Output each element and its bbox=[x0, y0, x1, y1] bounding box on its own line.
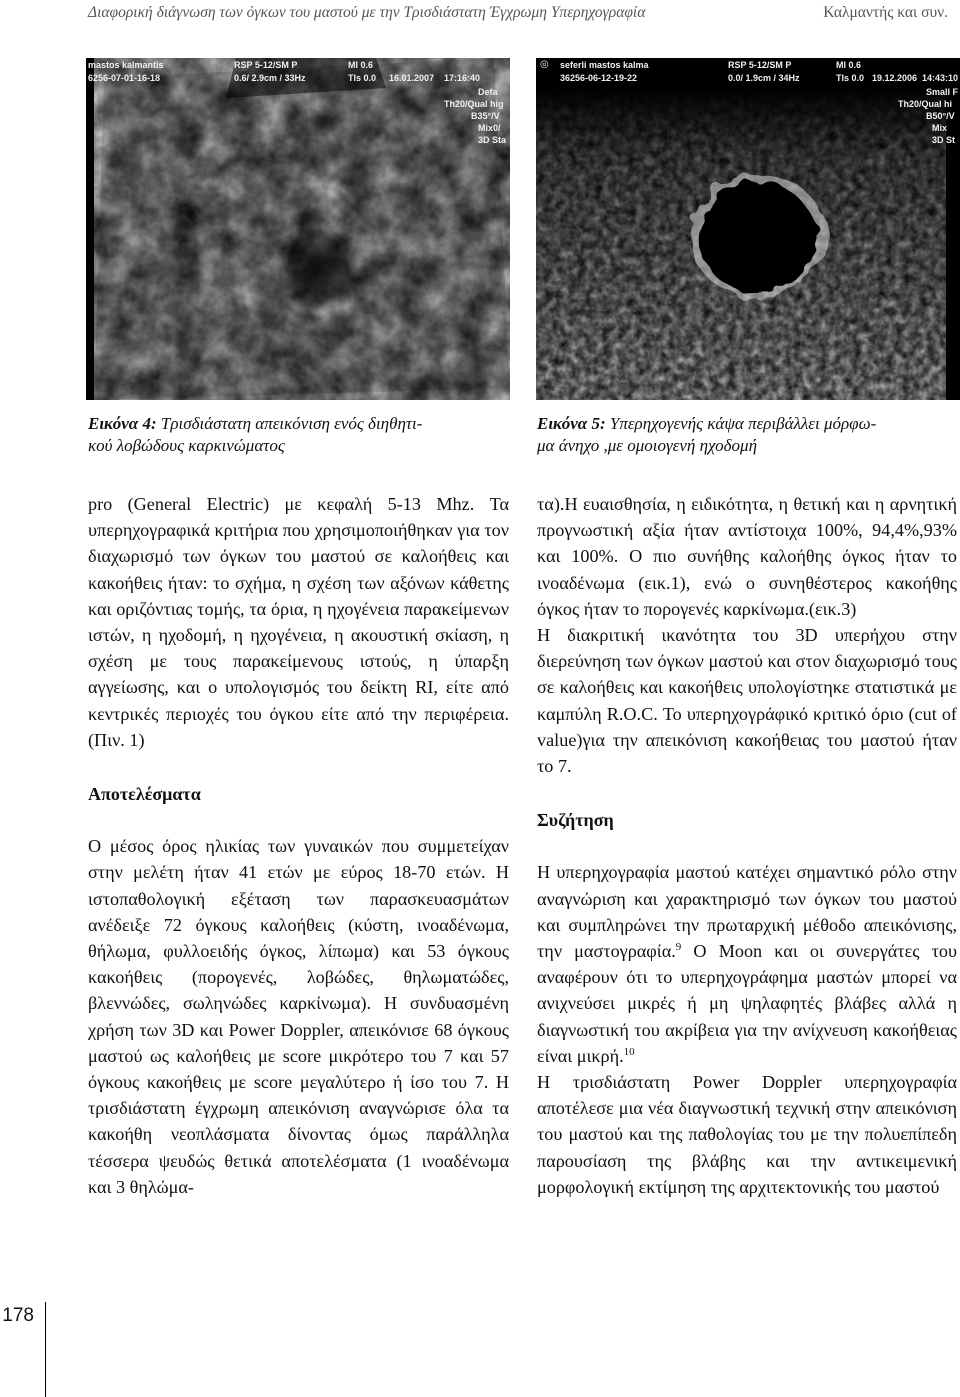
section-heading-results: Αποτελέσματα bbox=[88, 784, 201, 805]
patient-name: mastos kalmantis bbox=[88, 60, 164, 70]
tis-value: TIs 0.0 bbox=[836, 73, 865, 83]
discussion-paragraph bbox=[537, 859, 957, 1069]
results-continued-paragraph: τα).Η ευαισθησία, η ειδικότητα, η θετική και η αρνητική προγνωστική αξία ήταν αντίστοιχα 100%, 94,4%,93% και 100%. Ο πιο συνήθης καλοήθης όγκος ήταν το ινοαδένωμα (εικ.1), ενώ ο συνηθέστερος κακοήθης όγκος ήταν το πορογενές καρκίνωμα.(εικ.3) bbox=[537, 494, 957, 619]
mi-value: MI 0.6 bbox=[836, 60, 862, 70]
tis-value: TIs 0.0 bbox=[348, 73, 377, 83]
quality-label: Th20/Qual hi bbox=[898, 99, 953, 109]
mode-label: 3D St bbox=[932, 135, 956, 145]
left-text-column bbox=[88, 491, 509, 1200]
figure-4-caption bbox=[88, 413, 513, 457]
methods-paragraph: pro (General Electric) με κεφαλή 5-13 Mhz. Τα υπερηχογραφικά κριτήρια που χρησιμοποιήθηκαν για τον διαχωρισμό των όγκων του μαστού σε καλοήθεις και κακοήθεις ήταν: το σχήμα, η σχέση των αξόνων κάθετης και οριζόντιας τομής, τα όρια, η ηχογένεια παρακείμενων ιστών, η ηχοδομή, η ηχογένεια, η ακουστική σκίαση, η σχέση με τους παρακείμενους ιστούς, η ύπαρξη αγγείωσης, και ο υπολογισμός του δείκτη RI, είτε από κεντρικές περιοχές του όγκου είτε από την περιφέρεια.(Πιν. 1) bbox=[88, 494, 509, 750]
figure-5-caption-label: Εικόνα 5: bbox=[537, 414, 606, 433]
ge-logo-icon: ◎ bbox=[540, 59, 549, 70]
scan-date: 16.01.2007 bbox=[389, 73, 435, 83]
discussion-text-a: Η υπερηχογραφία μαστού κατέχει σημαντικό ρόλο στην αναγνώριση και χαρακτηρισμό των όγκων του μαστού και συμπληρώνει την πρωταρχική μέθοδο απεικόνισης, την μαστογραφία. bbox=[537, 862, 957, 962]
anechoic-lesion bbox=[700, 182, 816, 294]
figure-4-ultrasound-image bbox=[86, 58, 510, 400]
figure-4-caption-label: Εικόνα 4: bbox=[88, 414, 157, 433]
results-paragraph: Ο μέσος όρος ηλικίας των γυναικών που συμμετείχαν στην μελέτη ήταν 41 ετών με εύρος 18-70 ετών. Η ιστοπαθολογική εξέταση των παρασκευασμάτων ανέδειξε 72 όγκους καλοήθεις (κύστη, ινοαδένωμα, θήλωμα, φυλλοειδής όγκος, λίπωμα) και 53 όγκους κακοήθεις (πορογενές, λοβώδες, θηλωματώδες, βλεννώδες, σωληνώδες καρκίνωμα). Η συνδυασμένη χρήση των 3D και Power Doppler, απεικόνισε 68 όγκους μαστού ως καλοήθεις με score μικρότερο του 7 και 57 όγκους κακοήθεις με score μεγαλύτερο ή ίσο του 7. Η τρισδιάστατη έγχρωμη απεικόνιση αναγνώρισε όλα τα κακοήθη νεοπλάσματα δίνοντας όμως παράλληλα τέσσερα ψευδώς θετικά αποτελέσματα (1 ινοαδένωμα και 3 θηλώμα- bbox=[88, 836, 509, 1197]
scan-time: 17:16:40 bbox=[444, 73, 481, 83]
footer-divider bbox=[45, 1302, 46, 1397]
preset-label: Defa bbox=[478, 87, 498, 97]
figure-5-caption-line1: Υπερηχογενής κάψα περιβάλλει μόρφω- bbox=[605, 414, 877, 433]
probe-label: RSP 5-12/SM P bbox=[234, 60, 298, 70]
patient-id: 36256-06-12-19-22 bbox=[560, 73, 638, 83]
angle-label: B35°/V bbox=[471, 111, 500, 121]
reference-9: 9 bbox=[675, 940, 682, 953]
lesion-shadow bbox=[276, 222, 360, 314]
right-text-column bbox=[537, 491, 957, 1200]
discussion-text-b: Ο Moon και οι συνεργάτες του αναφέρουν ότι το υπερηχογράφημα μαστών μπορεί να ανιχνεύσει μικρές ή μη ψηλαφητές βλάβες αλλά η διαγνωστική του ακρίβεια για την ανίχνευση κακοήθειας είναι μικρή. bbox=[537, 941, 957, 1066]
figure-5-ultrasound-image bbox=[536, 58, 960, 400]
mix-label: Mix0/ bbox=[478, 123, 501, 133]
patient-id: 6256-07-01-16-18 bbox=[88, 73, 161, 83]
mode-label: 3D Sta bbox=[478, 135, 507, 145]
roc-paragraph: Η διακριτική ικανότητα του 3D υπερήχου στην διερεύνηση των όγκων μαστού και στον διαχωρισμό τους σε καλοήθεις και κακοήθεις υπολογίστηκε στατιστικά με καμπύλη R.O.C. Το υπερηχογράφικό κριτικό όριο (cut of value)για την απεικόνιση κακοήθειας του μαστού ήταν το 7. bbox=[537, 625, 957, 777]
page-number: 178 bbox=[2, 1305, 34, 1326]
running-header bbox=[88, 4, 948, 24]
probe-label: RSP 5-12/SM P bbox=[728, 60, 792, 70]
scan-params: 0.6/ 2.9cm / 33Hz bbox=[234, 73, 306, 83]
patient-name: seferli mastos kalma bbox=[560, 60, 649, 70]
quality-label: Th20/Qual hig bbox=[444, 99, 504, 109]
header-authors: Καλμαντής και συν. bbox=[823, 4, 948, 21]
mix-label: Mix bbox=[932, 123, 948, 133]
figure-5-caption bbox=[537, 413, 960, 457]
scan-date: 19.12.2006 bbox=[872, 73, 918, 83]
figure-4-caption-line1: Τρισδιάστατη απεικόνιση ενός διηθητι- bbox=[156, 414, 423, 433]
scan-params: 0.0/ 1.9cm / 34Hz bbox=[728, 73, 800, 83]
figure-5-caption-line2: μα άνηχο ,με ομοιογενή ηχοδομή bbox=[537, 436, 758, 455]
figure-5-scan-render bbox=[536, 58, 960, 400]
header-title: Διαφορική διάγνωση των όγκων του μαστού με την Τρισδιάστατη Έγχρωμη Υπερηχογραφία bbox=[88, 4, 646, 21]
preset-label: Small F bbox=[926, 87, 959, 97]
section-heading-discussion: Συζήτηση bbox=[537, 810, 614, 831]
scan-time: 14:43:10 bbox=[922, 73, 959, 83]
figure-4-caption-line2: κού λοβώδους καρκινώματος bbox=[88, 436, 285, 455]
angle-label: B50°/V bbox=[926, 111, 955, 121]
reference-10: 10 bbox=[623, 1045, 635, 1058]
mi-value: MI 0.6 bbox=[348, 60, 374, 70]
power-doppler-paragraph: Η τρισδιάστατη Power Doppler υπερηχογραφία αποτέλεσε μια νέα διαγνωστική τεχνική στην απεικόνιση του μαστού και της παθολογίας του με την πολυεπίπεδη παρουσίαση της βλάβης και την αντικειμενική μορφολογική εκτίμηση της αρχιτεκτονικής του μαστού bbox=[537, 1072, 957, 1197]
